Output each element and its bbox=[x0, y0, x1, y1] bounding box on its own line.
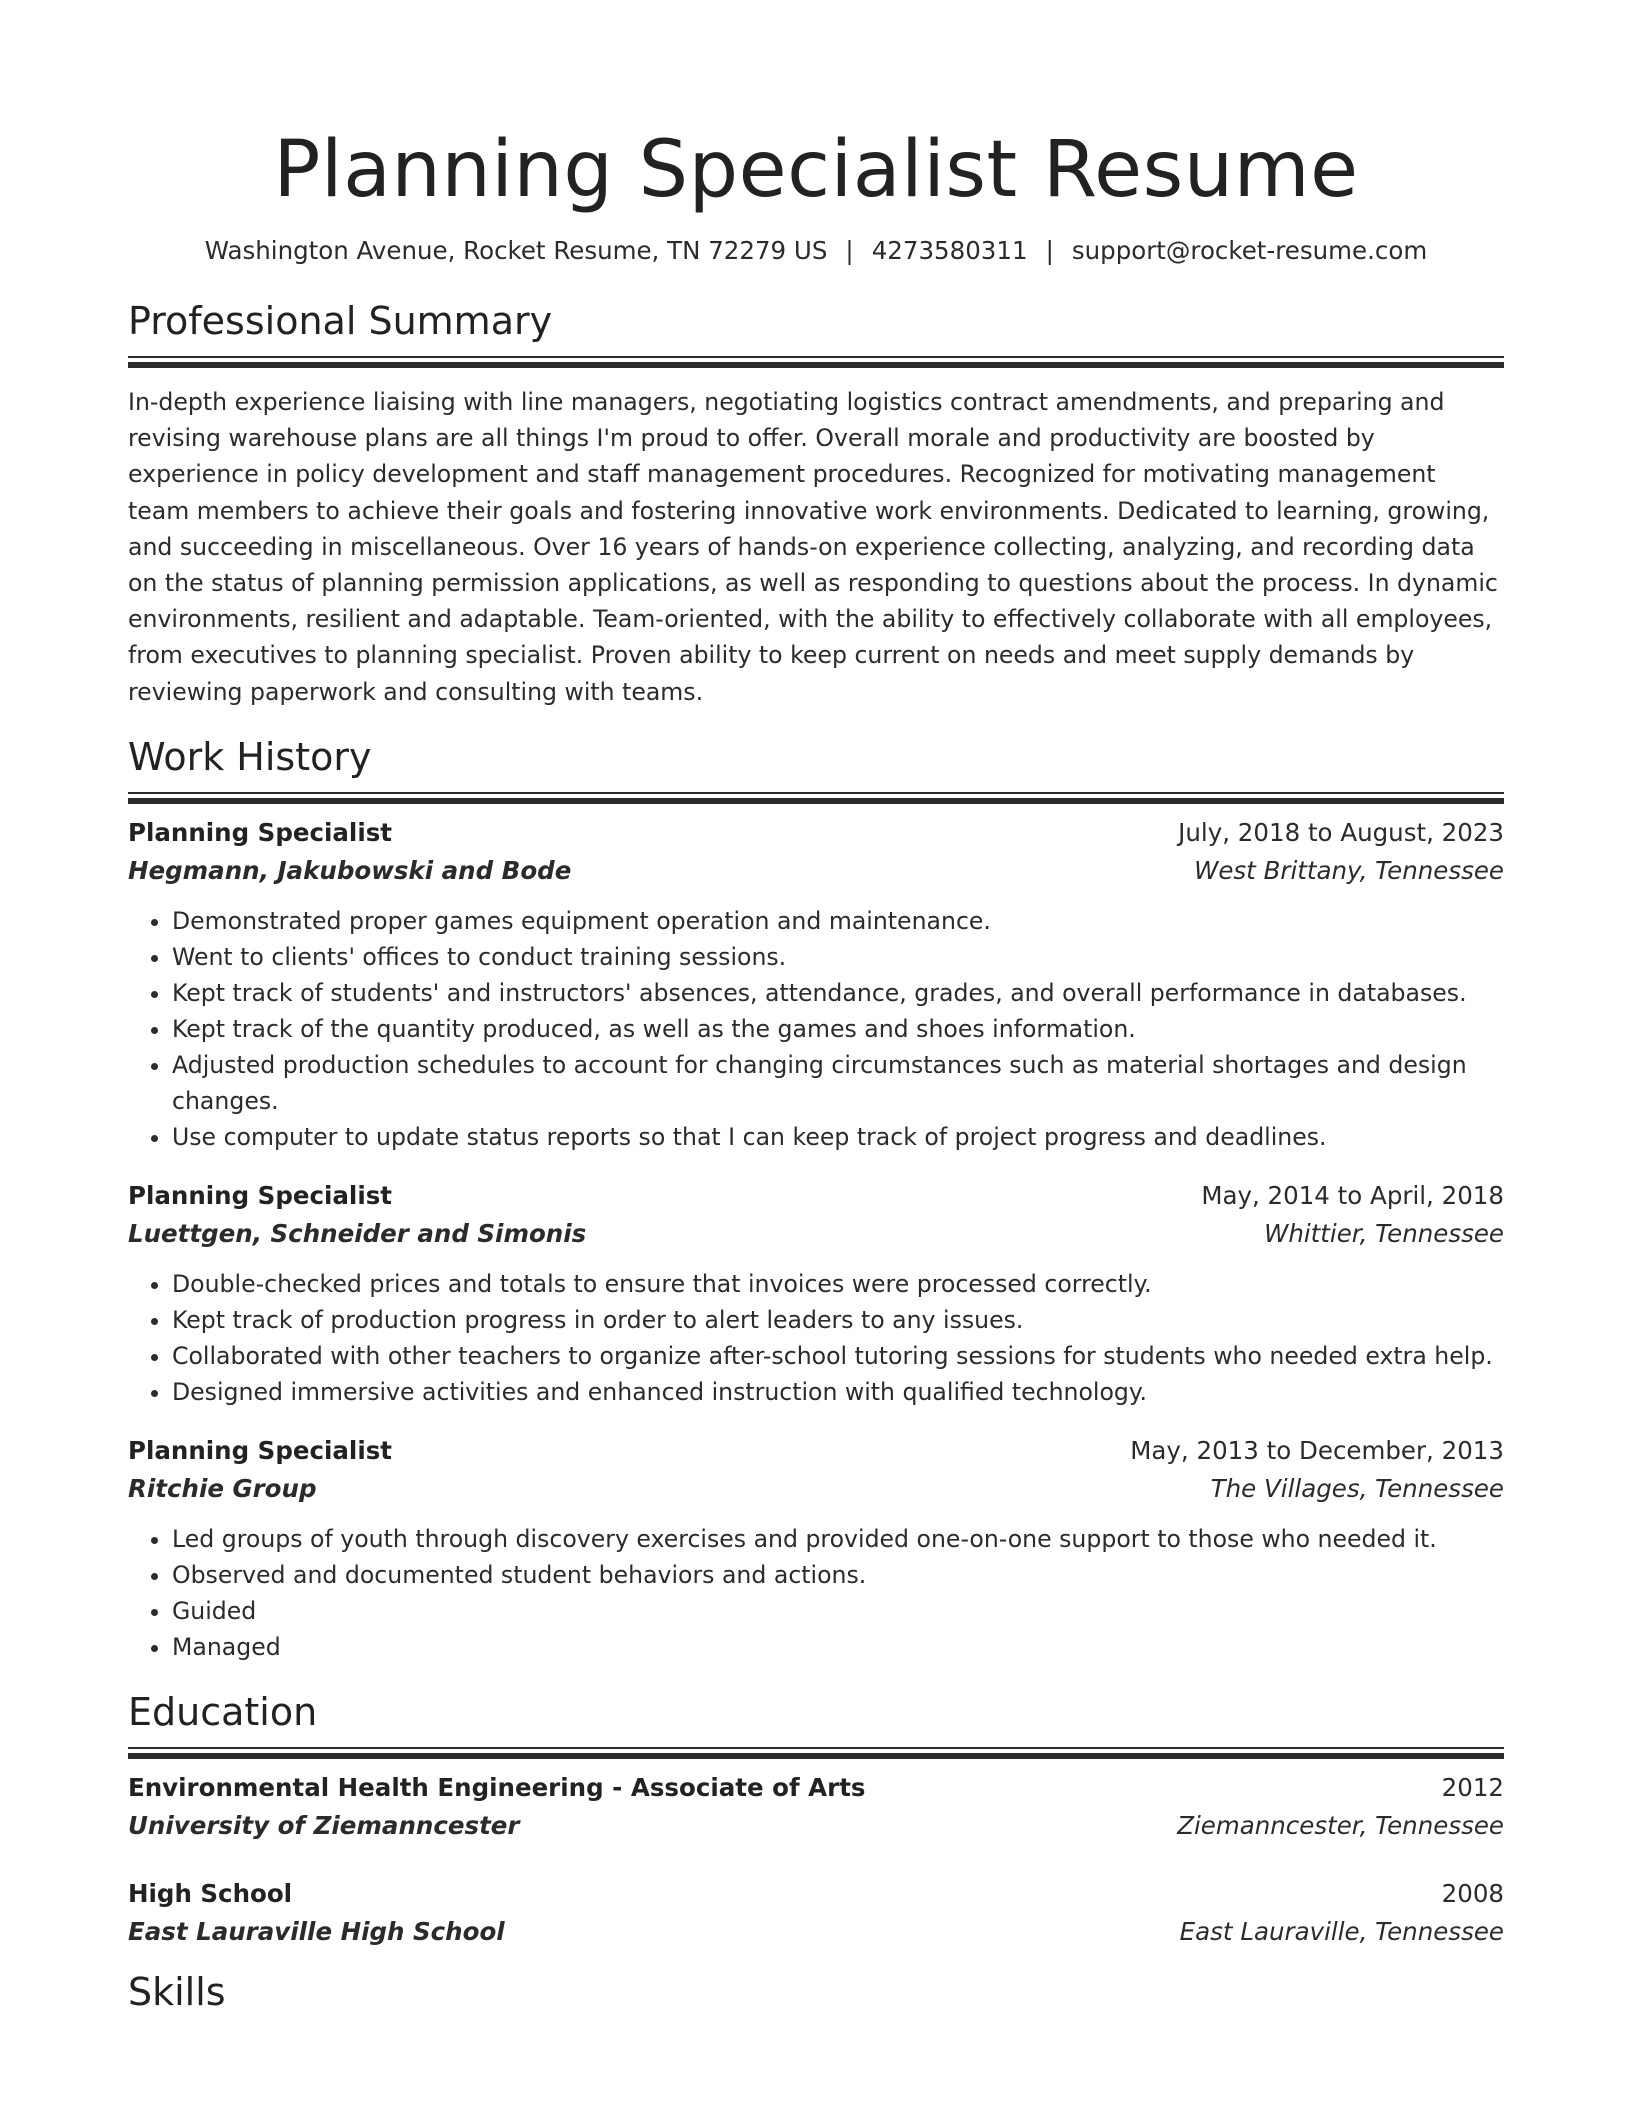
job-header-row bbox=[128, 814, 1504, 852]
job-title: Planning Specialist bbox=[128, 817, 393, 847]
job-entry bbox=[128, 1432, 1504, 1665]
education-header-row bbox=[128, 1769, 1504, 1807]
job-location: Whittier, Tennessee bbox=[1264, 1218, 1504, 1248]
entry-spacer bbox=[128, 1845, 1504, 1875]
job-company-row bbox=[128, 1470, 1504, 1508]
education-school-row bbox=[128, 1913, 1504, 1951]
job-bullet: • Kept track of production progress in order to alert leaders to any issues. bbox=[172, 1302, 1504, 1338]
job-bullet: • Designed immersive activities and enhanced instruction with qualified technology. bbox=[172, 1374, 1504, 1410]
contact-address: Washington Avenue, Rocket Resume, TN 72279 US bbox=[204, 236, 828, 265]
job-dates: May, 2013 to December, 2013 bbox=[1130, 1435, 1504, 1465]
job-bullet: • Observed and documented student behaviors and actions. bbox=[172, 1557, 1504, 1593]
contact-separator: | bbox=[845, 236, 854, 265]
job-dates: May, 2014 to April, 2018 bbox=[1201, 1180, 1504, 1210]
job-company: Ritchie Group bbox=[128, 1473, 317, 1503]
job-bullets bbox=[128, 1521, 1504, 1665]
job-bullet: • Went to clients' offices to conduct training sessions. bbox=[172, 939, 1504, 975]
contact-email: support@rocket-resume.com bbox=[1071, 236, 1428, 265]
job-bullet: • Managed bbox=[172, 1629, 1504, 1665]
job-company-row bbox=[128, 1215, 1504, 1253]
summary-section bbox=[128, 298, 1504, 710]
job-bullet: • Kept track of students' and instructors' absences, attendance, grades, and overall performance in databases. bbox=[172, 975, 1504, 1011]
education-location: East Lauraville, Tennessee bbox=[1179, 1916, 1504, 1946]
job-entry bbox=[128, 1177, 1504, 1410]
section-divider bbox=[128, 356, 1504, 358]
summary-heading: Professional Summary bbox=[128, 299, 553, 343]
education-school: East Lauraville High School bbox=[128, 1916, 505, 1946]
job-bullet: • Double-checked prices and totals to ensure that invoices were processed correctly. bbox=[172, 1266, 1504, 1302]
education-location: Ziemanncester, Tennessee bbox=[1177, 1810, 1504, 1840]
education-section bbox=[128, 1689, 1504, 1951]
job-header-row bbox=[128, 1432, 1504, 1470]
skills-heading: Skills bbox=[128, 1969, 226, 2014]
job-bullet: • Demonstrated proper games equipment operation and maintenance. bbox=[172, 903, 1504, 939]
job-title: Planning Specialist bbox=[128, 1180, 393, 1210]
contact-phone: 4273580311 bbox=[871, 236, 1028, 265]
education-header-row bbox=[128, 1875, 1504, 1913]
job-location: The Villages, Tennessee bbox=[1210, 1473, 1504, 1503]
education-entry bbox=[128, 1875, 1504, 1951]
job-location: West Brittany, Tennessee bbox=[1194, 855, 1504, 885]
education-degree: High School bbox=[128, 1878, 293, 1908]
entry-spacer bbox=[128, 1155, 1504, 1177]
job-bullet: • Adjusted production schedules to account for changing circumstances such as material shortages and design changes. bbox=[172, 1047, 1504, 1119]
work-history-section bbox=[128, 734, 1504, 1665]
job-bullet: • Use computer to update status reports so that I can keep track of project progress and deadlines. bbox=[172, 1119, 1504, 1155]
education-degree: Environmental Health Engineering - Associate of Arts bbox=[128, 1772, 866, 1802]
education-entry bbox=[128, 1769, 1504, 1845]
job-company: Hegmann, Jakubowski and Bode bbox=[128, 855, 572, 885]
section-divider bbox=[128, 1747, 1504, 1749]
job-dates: July, 2018 to August, 2023 bbox=[1178, 817, 1504, 847]
job-entry bbox=[128, 814, 1504, 1155]
job-title: Planning Specialist bbox=[128, 1435, 393, 1465]
job-bullet: • Collaborated with other teachers to organize after-school tutoring sessions for students who needed extra help. bbox=[172, 1338, 1504, 1374]
job-header-row bbox=[128, 1177, 1504, 1215]
job-company-row bbox=[128, 852, 1504, 890]
job-bullet: • Guided bbox=[172, 1593, 1504, 1629]
contact-separator: | bbox=[1045, 236, 1054, 265]
summary-text: In-depth experience liaising with line managers, negotiating logistics contract amendments, and preparing and revising warehouse plans are all things I'm proud to offer. Overall morale and productivity are boosted by experience in policy development and staff management procedures. Recognized for motivating management team members to achieve their goals and fostering innovative work environments. Dedicated to learning, growing, and succeeding in miscellaneous. Over 16 years of hands-on experience collecting, analyzing, and recording data on the status of planning permission applications, as well as responding to questions about the process. In dynamic environments, resilient and adaptable. Team-oriented, with the ability to effectively collaborate with all employees, from executives to planning specialist. Proven ability to keep current on needs and meet supply demands by reviewing paperwork and consulting with teams. bbox=[128, 388, 1498, 706]
section-divider bbox=[128, 792, 1504, 794]
contact-line bbox=[128, 234, 1504, 268]
education-heading: Education bbox=[128, 1689, 318, 1734]
job-company: Luettgen, Schneider and Simonis bbox=[128, 1218, 587, 1248]
education-school-row bbox=[128, 1807, 1504, 1845]
entry-spacer bbox=[128, 1410, 1504, 1432]
job-bullets bbox=[128, 903, 1504, 1155]
education-year: 2012 bbox=[1441, 1772, 1504, 1802]
education-school: University of Ziemanncester bbox=[128, 1810, 520, 1840]
job-bullets bbox=[128, 1266, 1504, 1410]
job-bullet: • Kept track of the quantity produced, as well as the games and shoes information. bbox=[172, 1011, 1504, 1047]
work-history-heading: Work History bbox=[128, 734, 372, 779]
skills-section bbox=[128, 1969, 1504, 2015]
resume-title: Planning Specialist Resume bbox=[273, 125, 1359, 215]
education-year: 2008 bbox=[1441, 1878, 1504, 1908]
job-bullet: • Led groups of youth through discovery exercises and provided one-on-one support to those who needed it. bbox=[172, 1521, 1504, 1557]
